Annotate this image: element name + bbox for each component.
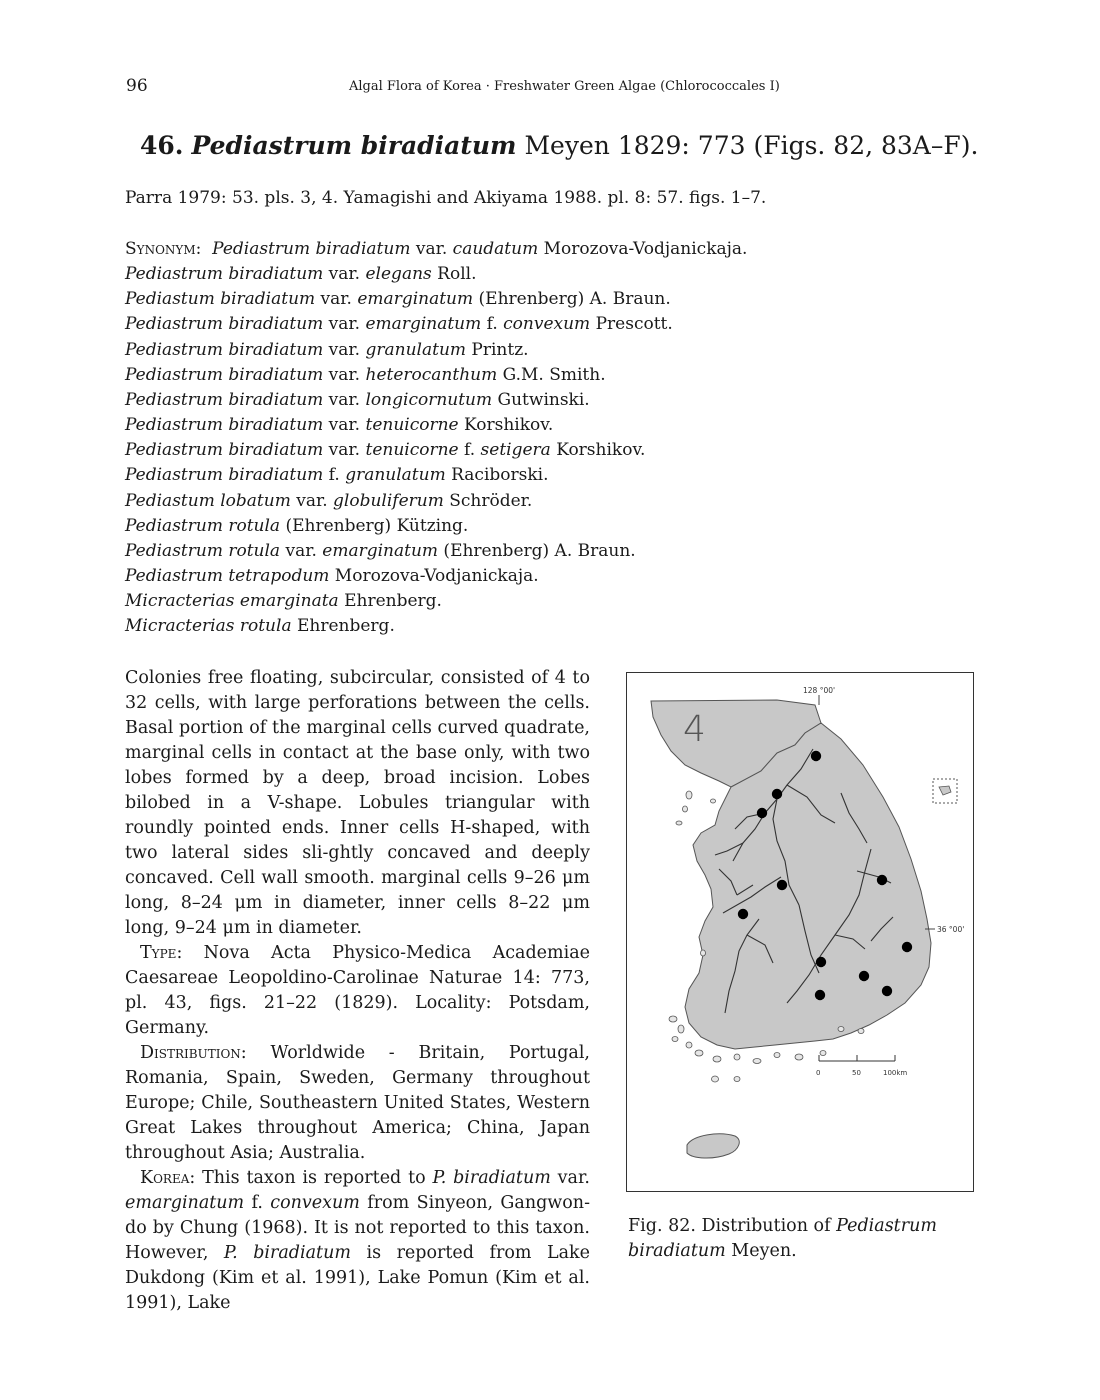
taxon-name: Pediastum biradiatum xyxy=(125,289,316,310)
occurrence-point xyxy=(902,942,912,952)
taxon-name: emarginatum xyxy=(125,1193,245,1213)
synonym-line xyxy=(125,262,747,287)
entry-title xyxy=(140,131,978,160)
figure-caption xyxy=(628,1214,976,1264)
korea-text: f. xyxy=(244,1193,271,1213)
caption-species: Pediastrum biradiatum xyxy=(628,1216,937,1261)
taxon-name: convexum xyxy=(270,1193,360,1213)
synonym-line xyxy=(125,388,747,413)
authority-text: Prescott. xyxy=(590,314,673,335)
korea-distribution-map xyxy=(627,673,973,1191)
synonym-line xyxy=(125,312,747,337)
synonym-line xyxy=(125,514,747,539)
taxon-name: Pediastrum biradiatum xyxy=(125,389,324,410)
authority-text: Morozova-Vodjanickaja. xyxy=(538,239,748,259)
authority-text: Morozova-Vodjanickaja. xyxy=(329,566,539,587)
authority-text: var. xyxy=(323,440,366,461)
caption-prefix: Fig. 82. Distribution of xyxy=(628,1216,837,1236)
distribution-text: Worldwide - Britain, Portugal, Romania, Spain, Sweden, Germany throughout Europe; Chile, Southeastern United States, Western Great Lakes throughout America; China, Japan throughout Asia; Australia. xyxy=(125,1043,590,1163)
taxon-name: Pediastrum rotula xyxy=(125,515,281,536)
authority-text: Schröder. xyxy=(443,490,533,511)
entry-number: 46. xyxy=(140,131,184,160)
occurrence-point xyxy=(811,751,821,761)
type-distribution-block xyxy=(125,941,590,1316)
authority-text: Korshikov. xyxy=(550,440,646,461)
authority-text: f. xyxy=(481,314,504,335)
occurrence-point xyxy=(816,957,826,967)
scale-label-0: 0 xyxy=(816,1069,821,1077)
authority-text: var. xyxy=(290,490,334,511)
taxon-name: Pediastrum biradiatum xyxy=(212,239,411,259)
korea-label: Korea xyxy=(140,1168,190,1188)
occurrence-point xyxy=(815,990,825,1000)
authority-text: Korshikov. xyxy=(458,415,554,436)
taxon-name: Pediastrum biradiatum xyxy=(125,364,324,385)
synonym-label: Synonym xyxy=(125,239,196,259)
synonym-line xyxy=(125,564,747,589)
synonym-line xyxy=(125,338,747,363)
authority-text: f. xyxy=(323,465,346,486)
taxon-name: longicornutum xyxy=(365,389,493,410)
taxon-name: P. biradiatum xyxy=(432,1168,551,1188)
authority-text: var. xyxy=(315,289,358,310)
taxon-name: Micracterias emarginata xyxy=(125,591,339,612)
scale-bar xyxy=(819,1055,895,1061)
distribution-paragraph: Distribution: Worldwide - Britain, Portugal, Romania, Spain, Sweden, Germany throughout Europe; Chile, Southeastern United States, Western Great Lakes throughout America; China, Japan throughout Asia; Australia. xyxy=(125,1043,590,1163)
taxon-name: globuliferum xyxy=(333,490,444,511)
literature-references: Parra 1979: 53. pls. 3, 4. Yamagishi and Akiyama 1988. pl. 8: 57. figs. 1–7. xyxy=(125,188,767,208)
taxon-name: Pediastrum biradiatum xyxy=(125,339,324,360)
taxon-name: emarginatum xyxy=(322,540,439,561)
authority-text: G.M. Smith. xyxy=(497,364,606,385)
taxon-name: heterocanthum xyxy=(365,364,498,385)
taxon-name: Pediastrum rotula xyxy=(125,540,281,561)
type-text: Nova Acta Physico-Medica Academiae Caesareae Leopoldino-Carolinae Naturae 14: 773, pl. 43, figs. 21–22 (1829). Locality: Potsdam, Germany. xyxy=(125,943,590,1038)
authority-text: f. xyxy=(458,440,481,461)
authority-text: (Ehrenberg) Kützing. xyxy=(280,515,469,536)
taxon-name: elegans xyxy=(365,264,432,285)
taxon-name: Pediastrum biradiatum xyxy=(125,415,324,436)
taxon-name: Pediastrum biradiatum xyxy=(125,314,324,335)
synonym-line xyxy=(125,589,747,614)
taxon-name: Micracterias rotula xyxy=(125,616,292,637)
synonym-line xyxy=(125,539,747,564)
synonym-line xyxy=(125,363,747,388)
occurrence-point xyxy=(738,909,748,919)
type-paragraph: Type: Nova Acta Physico-Medica Academiae Caesareae Leopoldino-Carolinae Naturae 14: 773, pl. 43, figs. 21–22 (1829). Locality: Potsdam, Germany. xyxy=(125,943,590,1038)
occurrence-point xyxy=(757,808,767,818)
authority-text: var. xyxy=(323,389,366,410)
authority-reference: Meyen 1829: 773 (Figs. 82, 83A–F). xyxy=(524,131,979,160)
synonym-line xyxy=(125,489,747,514)
type-label: Type xyxy=(140,943,177,963)
jeju-island xyxy=(687,1134,739,1158)
authority-text: Printz. xyxy=(466,339,529,360)
taxon-name: granulatum xyxy=(365,339,467,360)
distribution-map-figure xyxy=(626,672,974,1192)
authority-text: (Ehrenberg) A. Braun. xyxy=(473,289,671,310)
taxon-name: tenuicorne xyxy=(365,415,459,436)
authority-text: var. xyxy=(323,339,366,360)
taxon-name: Pediastrum biradiatum xyxy=(125,465,324,486)
synonym-line xyxy=(125,287,747,312)
authority-text: var. xyxy=(323,264,366,285)
authority-text: Ehrenberg. xyxy=(338,591,442,612)
longitude-label: 128 °00' xyxy=(803,686,836,695)
scale-label-50: 50 xyxy=(852,1069,861,1077)
region-number-label: 4 xyxy=(683,709,706,750)
occurrence-point xyxy=(882,986,892,996)
korea-text: from Sinyeon, Gangwon-do by Chung (1968). It is not reported to this taxon. However, xyxy=(125,1193,590,1263)
taxon-name: setigera xyxy=(480,440,551,461)
authority-text: Raciborski. xyxy=(445,465,549,486)
scale-label-100km: 100km xyxy=(883,1069,908,1077)
species-description: Colonies free floating, subcircular, consisted of 4 to 32 cells, with large perforations between the cells. Basal portion of the marginal cells curved quadrate, marginal cells in contact at the base only, with two lobes formed by a deep, broad incision. Lobes bilobed in a V-shape. Lobules triangular with roundly pointed ends. Inner cells H-shaped, with two lateral sides sli-ghtly concaved and deeply concaved. Cell wall smooth. marginal cells 9–26 μm long, 8–24 μm in diameter, inner cells 8–22 μm long, 9–24 μm in diameter. xyxy=(125,668,590,938)
occurrence-point xyxy=(877,875,887,885)
occurrence-point xyxy=(777,880,787,890)
authority-text: (Ehrenberg) A. Braun. xyxy=(438,540,636,561)
taxon-name: Pediastrum biradiatum xyxy=(125,264,324,285)
latitude-label: 36 °00' xyxy=(937,925,965,934)
korea-paragraph: Korea: This taxon is reported to P. biradiatum var. emarginatum f. convexum from Sinyeon, Gangwon-do by Chung (1968). It is not reported to this taxon. However, P. biradiatum is reported from Lake Dukdong (Kim et al. 1991), Lake Pomun (Kim et al. 1991), Lake xyxy=(125,1168,590,1313)
taxon-name: caudatum xyxy=(452,239,539,259)
authority-text: var. xyxy=(280,540,323,561)
taxon-name: Pediastum lobatum xyxy=(125,490,291,511)
distribution-label: Distribution xyxy=(140,1043,241,1063)
authority-text: Ehrenberg. xyxy=(291,616,395,637)
taxon-name: Pediastrum biradiatum xyxy=(125,440,324,461)
taxon-name: P. biradiatum xyxy=(223,1243,351,1263)
authority-text: var. xyxy=(410,239,453,259)
synonym-list xyxy=(125,237,747,640)
taxon-name: emarginatum xyxy=(357,289,474,310)
authority-text: var. xyxy=(323,364,366,385)
synonym-line xyxy=(125,614,747,639)
taxon-name: emarginatum xyxy=(365,314,482,335)
synonym-line xyxy=(125,438,747,463)
occurrence-point xyxy=(859,971,869,981)
authority-text: var. xyxy=(323,314,366,335)
taxon-name: tenuicorne xyxy=(365,440,459,461)
authority-text: Gutwinski. xyxy=(492,389,590,410)
taxon-name: granulatum xyxy=(345,465,446,486)
korea-text: var. xyxy=(550,1168,590,1188)
running-title: Algal Flora of Korea · Freshwater Green Algae (Chlorococcales I) xyxy=(349,79,780,94)
korea-text: is reported from Lake Dukdong (Kim et al. 1991), Lake Pomun (Kim et al. 1991), Lake xyxy=(125,1243,590,1313)
species-name: Pediastrum biradiatum xyxy=(191,131,517,160)
synonym-line xyxy=(125,413,747,438)
synonym-line xyxy=(125,463,747,488)
authority-text: var. xyxy=(323,415,366,436)
synonym-line: Synonym: Pediastrum biradiatum var. caudatum Morozova-Vodjanickaja. xyxy=(125,239,748,259)
authority-text: Roll. xyxy=(431,264,477,285)
korea-text: This taxon is reported to xyxy=(202,1168,433,1188)
caption-suffix: Meyen. xyxy=(725,1241,797,1261)
ulleungdo-island xyxy=(939,786,951,795)
occurrence-point xyxy=(772,789,782,799)
taxon-name: convexum xyxy=(503,314,591,335)
taxon-name: Pediastrum tetrapodum xyxy=(125,566,330,587)
page-number: 96 xyxy=(126,76,148,96)
